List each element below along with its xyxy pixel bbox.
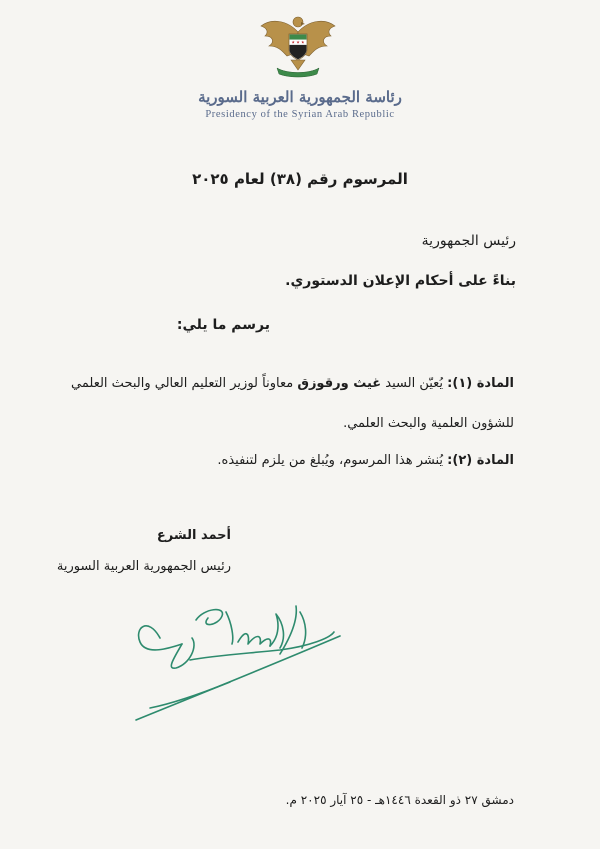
article-2-label: المادة (٢): xyxy=(447,453,514,468)
appointee-name: غيث ورقوزق xyxy=(297,376,382,391)
article-2 xyxy=(217,453,514,468)
issue-date: دمشق ٢٧ ذو القعدة ١٤٤٦هـ - ٢٥ آيار ٢٠٢٥ م. xyxy=(285,793,514,807)
article-1-label: المادة (١): xyxy=(447,376,514,391)
president-heading: رئيس الجمهورية xyxy=(421,233,516,249)
header-english: Presidency of the Syrian Arab Republic xyxy=(205,109,395,120)
svg-text:★ ★ ★: ★ ★ ★ xyxy=(291,39,305,45)
article-1-pre: يُعيّن السيد xyxy=(381,376,448,391)
article-2-text: يُنشر هذا المرسوم، ويُبلغ من يلزم لتنفيذه. xyxy=(217,453,448,468)
signer-name: أحمد الشرع xyxy=(156,528,231,543)
legal-basis: بناءً على أحكام الإعلان الدستوري. xyxy=(285,273,516,289)
article-1 xyxy=(71,376,514,391)
article-1-continuation: للشؤون العلمية والبحث العلمي. xyxy=(343,416,514,431)
article-1-post: معاوناً لوزير التعليم العالي والبحث العلمي xyxy=(71,376,298,391)
signer-title: رئيس الجمهورية العربية السورية xyxy=(56,559,231,574)
header-arabic: رئاسة الجمهورية العربية السورية xyxy=(198,88,402,106)
syrian-eagle-emblem-icon xyxy=(257,12,339,80)
handwritten-signature xyxy=(130,598,345,723)
decrees-heading: يرسم ما يلي: xyxy=(176,317,270,333)
decree-title: المرسوم رقم (٣٨) لعام ٢٠٢٥ xyxy=(192,170,408,188)
